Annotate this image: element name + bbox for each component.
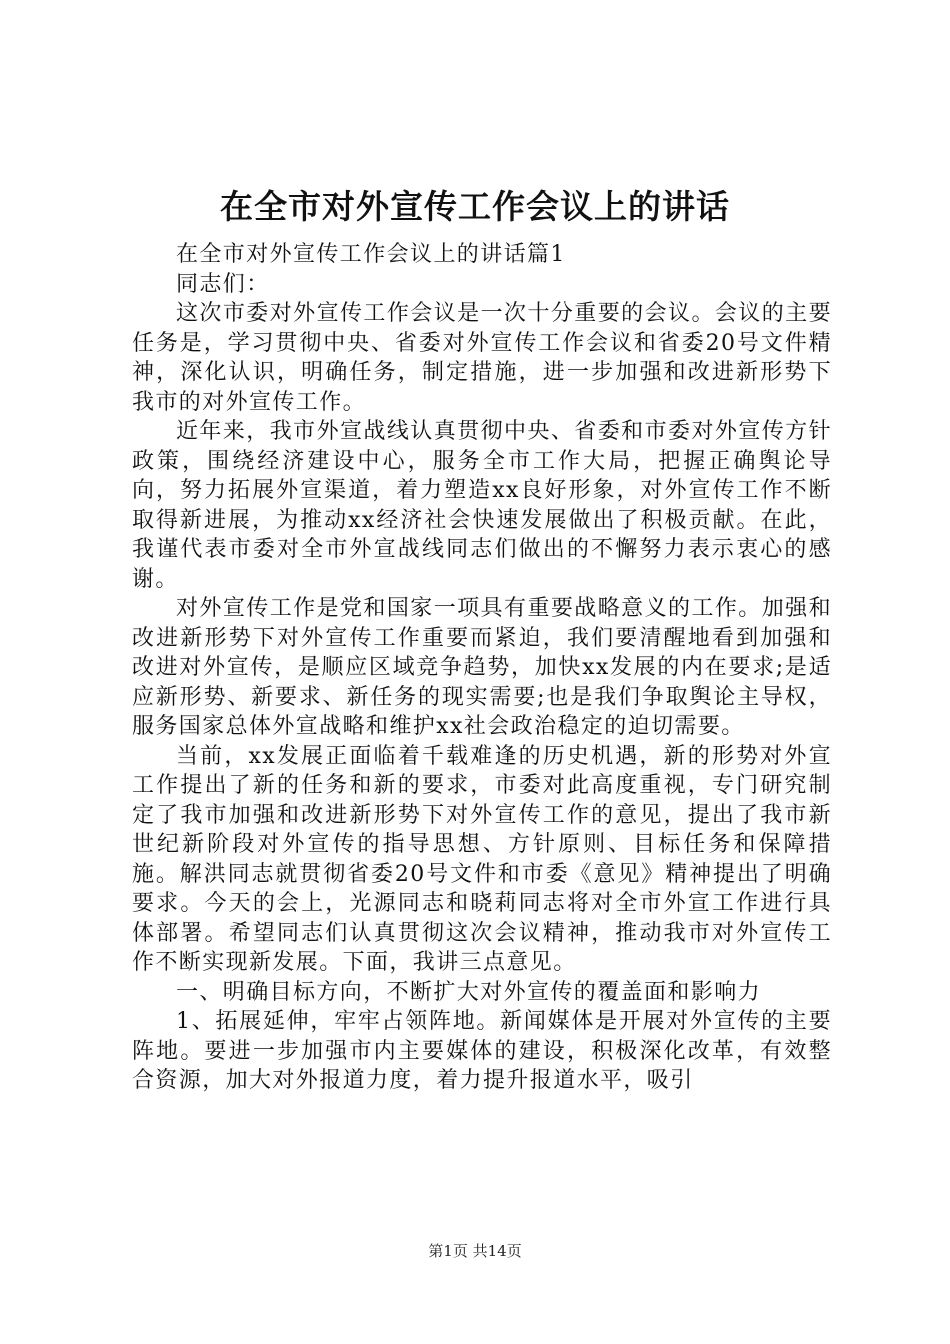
document-title: 在全市对外宣传工作会议上的讲话 bbox=[220, 187, 730, 226]
paragraph: 对外宣传工作是党和国家一项具有重要战略意义的工作。加强和改进新形势下对外宣传工作重要而紧迫，我们要清醒地看到加强和改进对外宣传，是顺应区域竞争趋势，加快xx发展的内在要求;是适应新形势、新要求、新任务的现实需要;也是我们争取舆论主导权，服务国家总体外宣战略和维护xx社会政治稳定的迫切需要。 bbox=[132, 596, 832, 739]
document-body bbox=[132, 240, 832, 1096]
page-footer: 第1页 共14页 bbox=[428, 1242, 522, 1260]
paragraph-subtitle: 在全市对外宣传工作会议上的讲话篇1 bbox=[176, 242, 566, 267]
paragraph: 近年来，我市外宣战线认真贯彻中央、省委和市委对外宣传方针政策，围绕经济建设中心，服务全市工作大局，把握正确舆论导向，努力拓展外宣渠道，着力塑造xx良好形象，对外宣传工作不断取得新进展，为推动xx经济社会快速发展做出了积极贡献。在此，我谨代表市委对全市外宣战线同志们做出的不懈努力表示衷心的感谢。 bbox=[132, 419, 832, 592]
paragraph-salutation: 同志们： bbox=[176, 271, 270, 297]
paragraph: 当前，xx发展正面临着千载难逢的历史机遇，新的形势对外宣工作提出了新的任务和新的要求，市委对此高度重视，专门研究制定了我市加强和改进新形势下对外宣传工作的意见，提出了我市新世纪新阶段对外宣传的指导思想、方针原则、目标任务和保障措施。解洪同志就贯彻省委20号文件和市委《意见》精神提出了明确要求。今天的会上，光源同志和晓莉同志将对全市外宣工作进行具体部署。希望同志们认真贯彻这次会议精神，推动我市对外宣传工作不断实现新发展。下面，我讲三点意见。 bbox=[132, 743, 832, 975]
section-heading: 一、明确目标方向，不断扩大对外宣传的覆盖面和影响力 bbox=[176, 979, 762, 1005]
paragraph: 1、拓展延伸，牢牢占领阵地。新闻媒体是开展对外宣传的主要阵地。要进一步加强市内主要媒体的建设，积极深化改革，有效整合资源，加大对外报道力度，着力提升报道水平，吸引 bbox=[132, 1009, 832, 1093]
paragraph: 这次市委对外宣传工作会议是一次十分重要的会议。会议的主要任务是，学习贯彻中央、省委对外宣传工作会议和省委20号文件精神，深化认识，明确任务，制定措施，进一步加强和改进新形势下我市的对外宣传工作。 bbox=[132, 301, 832, 415]
